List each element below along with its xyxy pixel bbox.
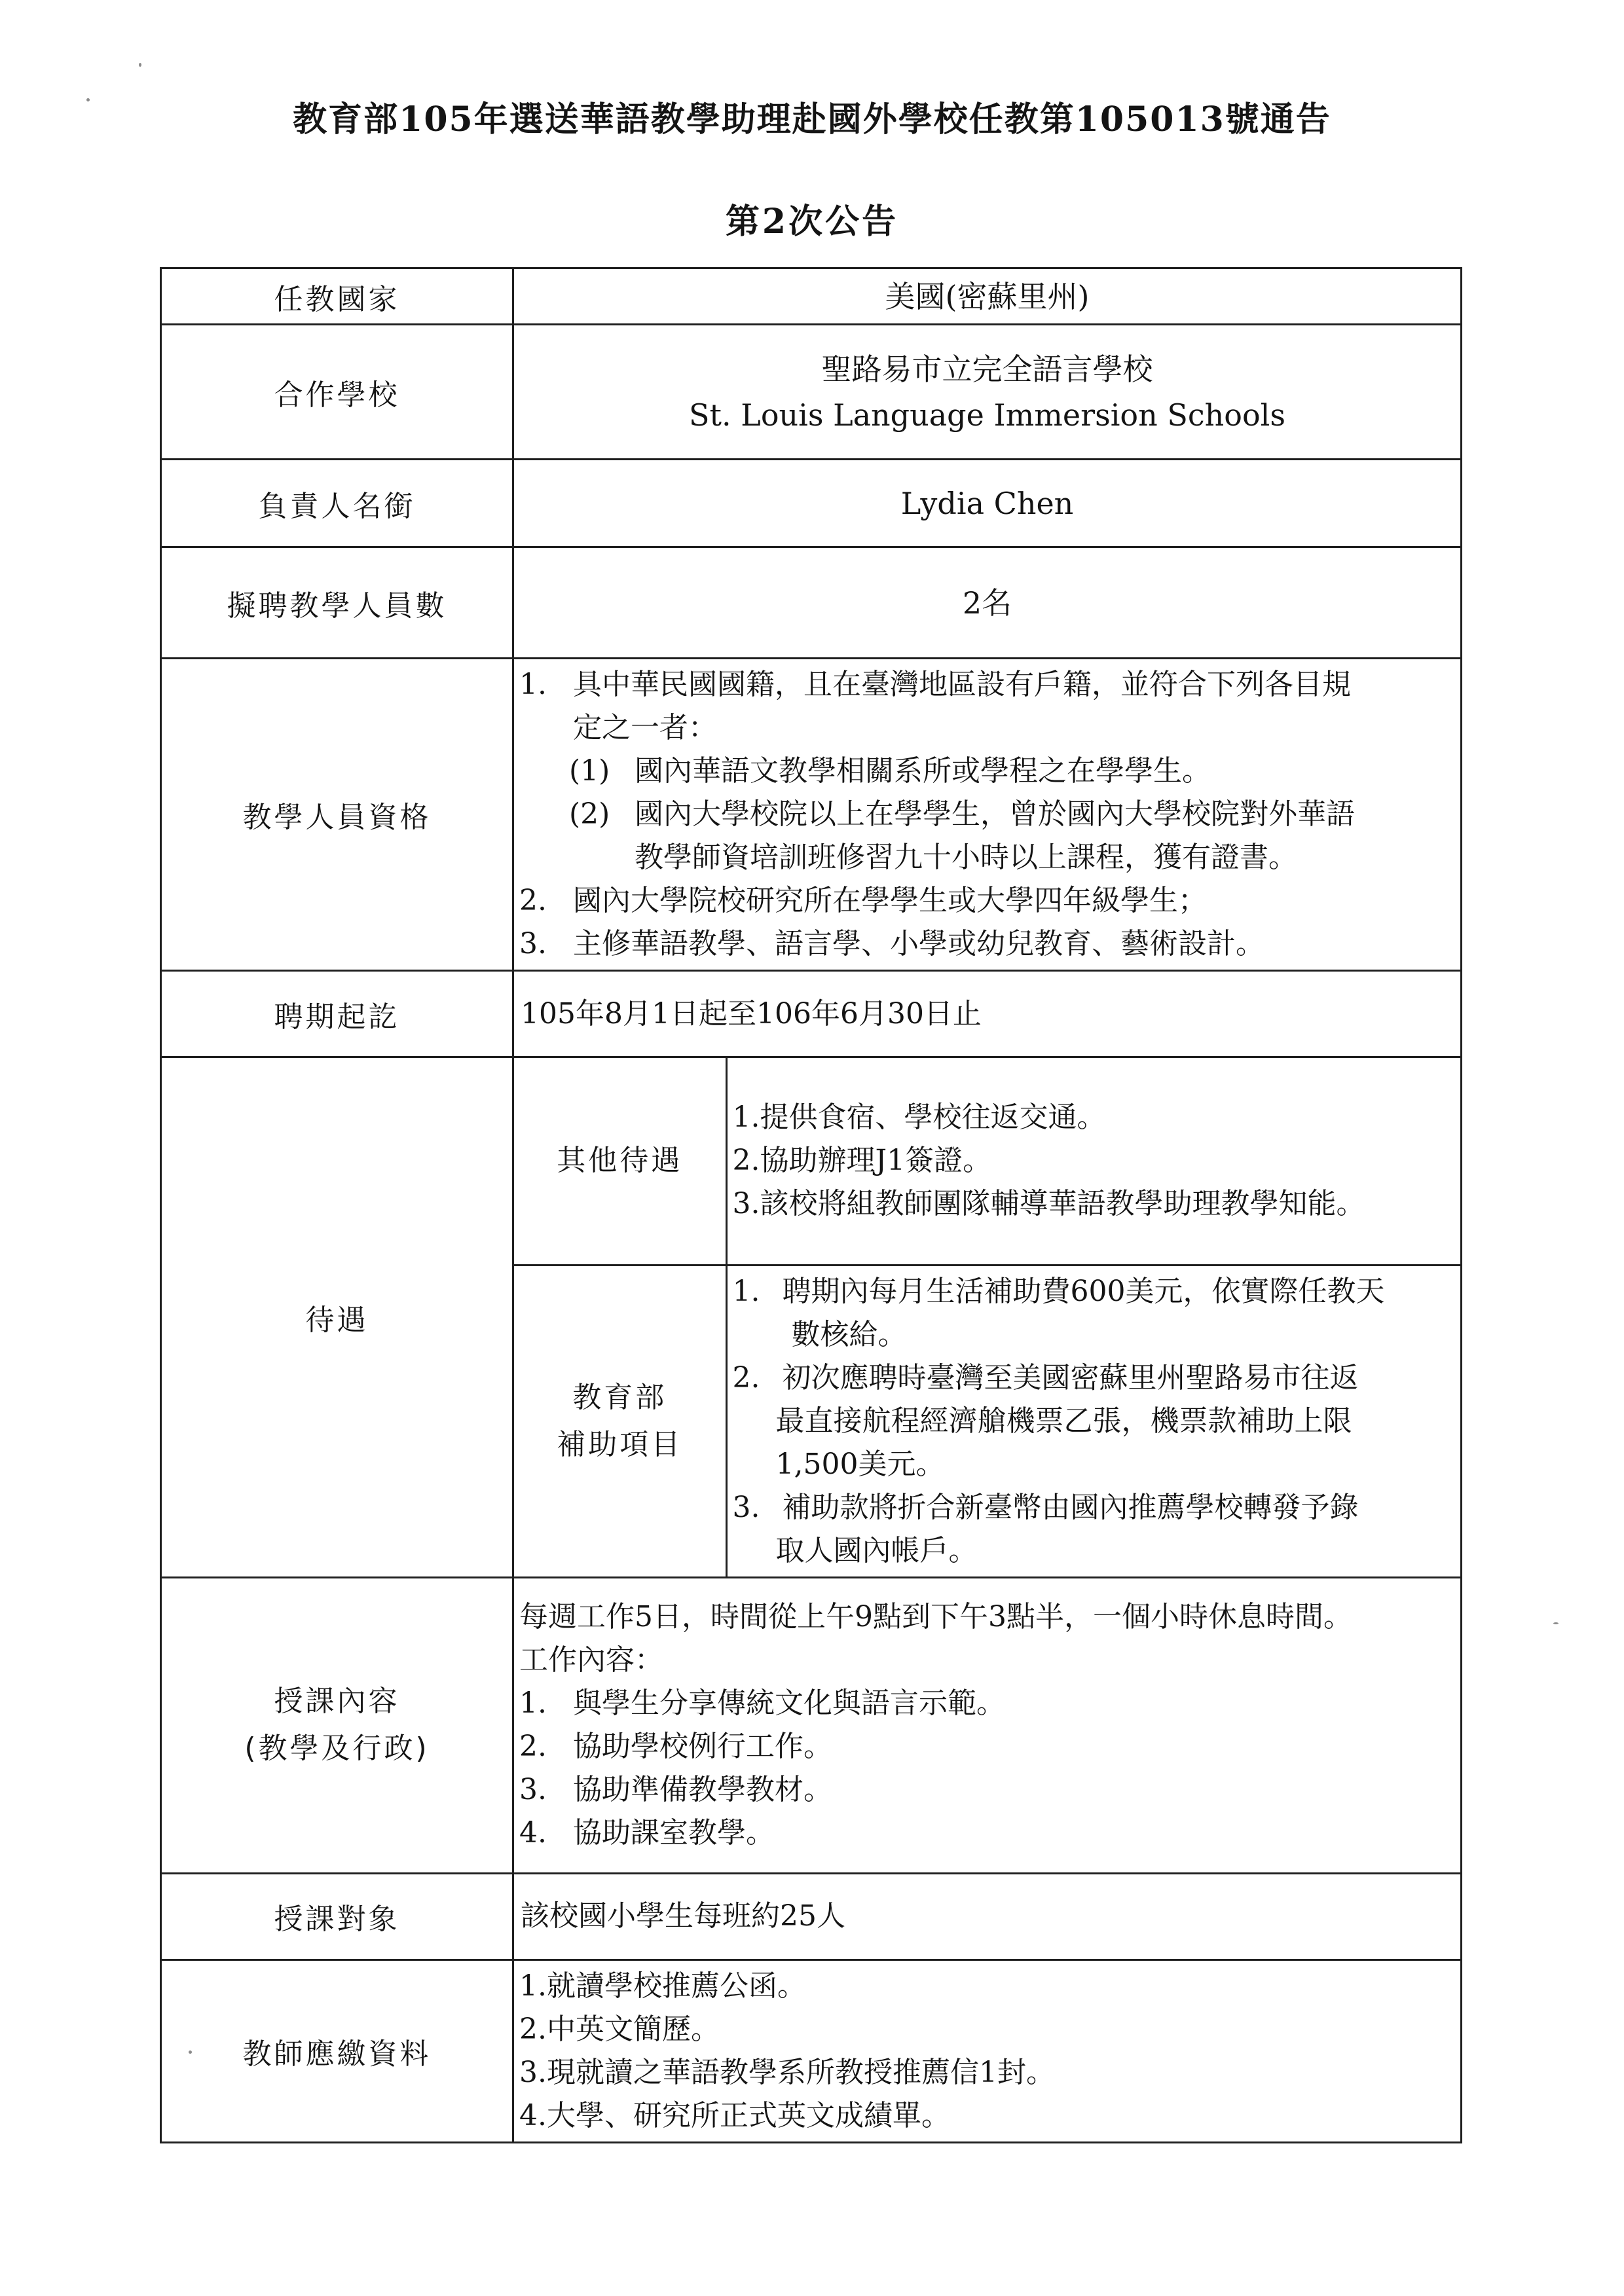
item-text: 初次應聘時臺灣至美國密蘇里州聖路易市往返 <box>782 1360 1359 1394</box>
row-headcount <box>161 547 1462 659</box>
scan-speck <box>1553 1622 1559 1624</box>
item-text: 聘期內每月生活補助費600美元，依實際任教天 <box>782 1274 1385 1308</box>
label-school: 合作學校 <box>161 325 513 460</box>
duties-intro: 每週工作5日，時間從上午9點到下午3點半，一個小時休息時間。 <box>519 1600 1352 1633</box>
value-principal: Lydia Chen <box>513 460 1462 547</box>
list-item: 3.現就讀之華語教學系所教授推薦信1封。 <box>519 2055 1055 2089</box>
item-number: 3. <box>519 927 547 960</box>
item-number: (1) <box>569 754 610 788</box>
duties-content <box>513 1577 1462 1873</box>
page-title: 教育部105年選送華語教學助理赴國外學校任教第105013號通告 <box>293 100 1331 139</box>
label-students: 授課對象 <box>161 1873 513 1959</box>
value-headcount: 2名 <box>513 547 1462 659</box>
item-number: 1. <box>519 668 547 701</box>
list-item: 2.協助辦理J1簽證。 <box>732 1144 992 1178</box>
qualifications-list <box>513 659 1462 971</box>
list-subitem <box>519 750 1456 793</box>
list-item <box>519 922 1456 966</box>
label-moe-subsidy <box>514 1265 726 1576</box>
list-item: 4.大學、研究所正式英文成績單。 <box>519 2098 950 2132</box>
other-benefits-list <box>726 1058 1460 1265</box>
moe-subsidy-list <box>726 1265 1460 1576</box>
label-qualifications: 教學人員資格 <box>161 659 513 971</box>
label-duties <box>161 1577 513 1873</box>
row-country <box>161 268 1462 325</box>
row-duties <box>161 1577 1462 1873</box>
row-benefits <box>161 1057 1462 1578</box>
list-item <box>519 663 1456 706</box>
school-name-zh: 聖路易市立完全語言學校 <box>821 351 1153 387</box>
label-line: 授課內容 <box>274 1685 400 1718</box>
item-number: 1. <box>519 1686 547 1720</box>
item-text: 與學生分享傳統文化與語言示範。 <box>573 1686 1005 1720</box>
item-text-continued: 取人國內帳戶。 <box>775 1533 978 1567</box>
value-country: 美國(密蘇里州) <box>513 268 1462 325</box>
item-text: 協助學校例行工作。 <box>573 1730 832 1763</box>
item-text-continued: 最直接航程經濟艙機票乙張，機票款補助上限 <box>775 1404 1352 1438</box>
item-text: 國內大學院校研究所在學學生或大學四年級學生； <box>573 884 1207 917</box>
duties-heading: 工作內容： <box>519 1643 663 1677</box>
item-number: 1. <box>732 1274 760 1308</box>
row-students <box>161 1873 1462 1959</box>
label-term: 聘期起訖 <box>161 971 513 1057</box>
label-line: 補助項目 <box>557 1427 683 1461</box>
list-item <box>733 1357 1457 1400</box>
list-item <box>519 879 1456 922</box>
scan-speck <box>139 63 141 67</box>
item-number: 3. <box>732 1490 760 1524</box>
item-text: 協助課室教學。 <box>573 1816 775 1850</box>
list-item <box>519 1682 1456 1725</box>
label-headcount: 擬聘教學人員數 <box>161 547 513 659</box>
item-number: 2. <box>519 884 547 917</box>
item-number: (2) <box>569 797 610 831</box>
item-text: 國內大學校院以上在學學生，曾於國內大學校院對外華語 <box>635 797 1355 831</box>
school-name-en: St. Louis Language Immersion Schools <box>689 397 1285 433</box>
label-other-benefits: 其他待遇 <box>514 1058 726 1265</box>
item-text: 補助款將折合新臺幣由國內推薦學校轉發予錄 <box>782 1490 1359 1524</box>
list-item <box>519 1768 1456 1812</box>
value-term: 105年8月1日起至106年6月30日止 <box>513 971 1462 1057</box>
benefits-other-row <box>514 1058 1460 1265</box>
item-text-continued: 1,500美元。 <box>775 1447 945 1481</box>
documents-list <box>513 1959 1462 2142</box>
label-country: 任教國家 <box>161 268 513 325</box>
value-students: 該校國小學生每班約25人 <box>513 1873 1462 1959</box>
row-school <box>161 325 1462 460</box>
label-principal: 負責人名銜 <box>161 460 513 547</box>
list-item <box>519 1725 1456 1768</box>
item-number: 2. <box>732 1360 760 1394</box>
item-text-continued: 數核給。 <box>791 1317 907 1351</box>
list-item <box>733 1486 1457 1529</box>
item-text-continued: 定之一者： <box>573 711 717 744</box>
row-term <box>161 971 1462 1057</box>
list-item: 3.該校將組教師團隊輔導華語教學助理教學知能。 <box>732 1187 1365 1221</box>
label-benefits: 待遇 <box>161 1057 513 1578</box>
list-subitem <box>519 793 1456 836</box>
item-text: 國內華語文教學相關系所或學程之在學學生。 <box>635 754 1211 788</box>
value-school <box>513 325 1462 460</box>
label-line: 教育部 <box>572 1380 667 1414</box>
benefits-moe-row <box>514 1265 1460 1576</box>
item-number: 4. <box>519 1816 547 1850</box>
list-item: 2.中英文簡歷。 <box>519 2012 720 2046</box>
item-text: 主修華語教學、語言學、小學或幼兒教育、藝術設計。 <box>573 927 1264 960</box>
announcement-table <box>160 267 1462 2143</box>
list-item <box>733 1270 1457 1313</box>
label-line: (教學及行政) <box>244 1732 430 1765</box>
item-number: 2. <box>519 1730 547 1763</box>
list-item: 1.就讀學校推薦公函。 <box>519 1969 806 2003</box>
label-documents: 教師應繳資料 <box>161 1959 513 2142</box>
item-text: 協助準備教學教材。 <box>573 1773 832 1806</box>
list-item: 1.提供食宿、學校往返交通。 <box>732 1101 1106 1135</box>
list-item <box>519 1812 1456 1855</box>
row-qualifications <box>161 659 1462 971</box>
row-principal <box>161 460 1462 547</box>
benefits-cell <box>513 1057 1462 1578</box>
benefits-subtable <box>514 1058 1460 1576</box>
item-number: 3. <box>519 1773 547 1806</box>
row-documents <box>161 1959 1462 2142</box>
item-text: 具中華民國國籍，且在臺灣地區設有戶籍，並符合下列各目規 <box>573 668 1351 701</box>
page-subtitle: 第2次公告 <box>725 202 899 242</box>
item-text-continued: 教學師資培訓班修習九十小時以上課程，獲有證書。 <box>635 841 1297 874</box>
